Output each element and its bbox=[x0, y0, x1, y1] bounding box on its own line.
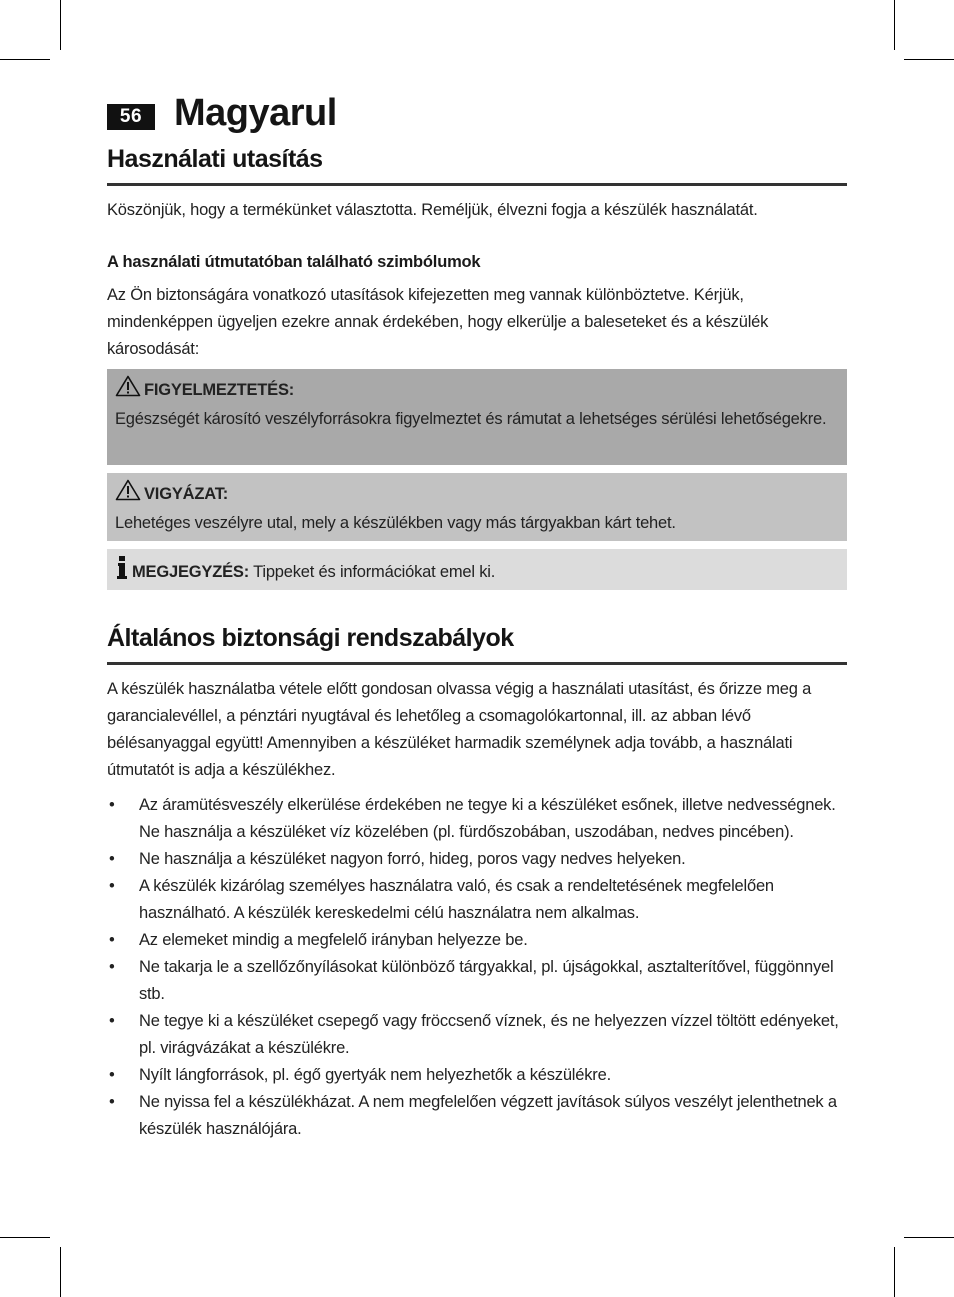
note-text: Tippeket és információkat emel ki. bbox=[253, 563, 496, 581]
bullet: • bbox=[109, 1066, 115, 1084]
crop-mark-bottom-left-v bbox=[60, 1247, 61, 1297]
list-item: • Ne tegye ki a készüléket csepegő vagy fröccsenő víznek, és ne helyezzen vízzel töltött edényeket, pl. virágvázákat a készülékre. bbox=[107, 1008, 847, 1062]
crop-mark-bottom-right-h bbox=[904, 1237, 954, 1238]
section-divider bbox=[107, 183, 847, 186]
crop-mark-top-right-v bbox=[894, 0, 895, 50]
intro-paragraph: Köszönjük, hogy a termékünket választotta. Reméljük, élvezni fogja a készülék használatát. bbox=[107, 201, 758, 219]
symbols-paragraph: Az Ön biztonságára vonatkozó utasítások kifejezetten meg vannak különböztetve. Kérjük, mindenképpen ügyeljen ezekre annak érdekében, hogy elkerülje a baleseteket és a készülék károsodását: bbox=[107, 286, 769, 358]
list-item: • Ne nyissa fel a készülékházat. A nem megfelelően végzett javítások súlyos veszélyt jelenthetnek a készülék használójára. bbox=[107, 1089, 847, 1143]
crop-mark-bottom-left-h bbox=[0, 1237, 50, 1238]
warning-triangle-icon bbox=[115, 375, 141, 406]
bullet: • bbox=[109, 958, 115, 976]
page-number-badge: 56 bbox=[107, 104, 155, 130]
warning-box bbox=[107, 369, 847, 465]
caution-box bbox=[107, 473, 847, 541]
section-divider bbox=[107, 662, 847, 665]
warning-label: FIGYELMEZTETÉS: bbox=[144, 381, 295, 399]
bullet: • bbox=[109, 877, 115, 895]
list-item: • Ne takarja le a szellőzőnyílásokat különböző tárgyakkal, pl. újságokkal, asztalterítővel, függönnyel stb. bbox=[107, 954, 847, 1008]
language-title: Magyarul bbox=[174, 92, 337, 134]
section-title-safety: Általános biztonsági rendszabályok bbox=[107, 624, 514, 652]
safety-intro-paragraph: A készülék használatba vétele előtt gondosan olvassa végig a használati utasítást, és őrizze meg a garancialevéllel, a pénztári nyugtával és lehetőleg a csomagolókartonnal, ill. az abban lévő bélésanyaggal együtt! Amennyiben a készüléket harmadik személynek adja tovább, a használati útmutatót is adja a készülékhez. bbox=[107, 680, 812, 779]
crop-mark-top-right-h bbox=[904, 59, 954, 60]
list-item: • A készülék kizárólag személyes használatra való, és csak a rendeltetésének megfelelően használható. A készülék kereskedelmi célú használatra nem alkalmas. bbox=[107, 873, 847, 927]
list-item: • Az elemeket mindig a megfelelő irányban helyezze be. bbox=[107, 927, 847, 954]
crop-mark-bottom-right-v bbox=[894, 1247, 895, 1297]
crop-mark-top-left-h bbox=[0, 59, 50, 60]
note-box bbox=[107, 549, 847, 590]
info-icon bbox=[115, 556, 129, 589]
bullet: • bbox=[109, 850, 115, 868]
note-label: MEGJEGYZÉS: bbox=[132, 563, 249, 581]
caution-triangle-icon bbox=[115, 479, 141, 510]
bullet: • bbox=[109, 1012, 115, 1030]
bullet: • bbox=[109, 1093, 115, 1111]
caution-text: Lehetéges veszélyre utal, mely a készülékben vagy más tárgyakban kárt tehet. bbox=[115, 514, 676, 532]
bullet: • bbox=[109, 796, 115, 814]
crop-mark-top-left-v bbox=[60, 0, 61, 50]
list-item: • Nyílt lángforrások, pl. égő gyertyák nem helyezhetők a készülékre. bbox=[107, 1062, 847, 1089]
caution-label: VIGYÁZAT: bbox=[144, 485, 229, 503]
list-item: • Az áramütésveszély elkerülése érdekében ne tegye ki a készüléket esőnek, illetve nedvességnek. Ne használja a készüléket víz közelében (pl. fürdőszobában, uszodában, nedves pincében). bbox=[107, 792, 847, 846]
section-title-usage: Használati utasítás bbox=[107, 145, 323, 173]
bullet: • bbox=[109, 931, 115, 949]
safety-list bbox=[107, 792, 847, 1143]
warning-text: Egészségét károsító veszélyforrásokra figyelmeztet és rámutat a lehetséges sérülési lehetőségekre. bbox=[115, 410, 827, 428]
list-item: • Ne használja a készüléket nagyon forró, hideg, poros vagy nedves helyeken. bbox=[107, 846, 847, 873]
symbols-heading: A használati útmutatóban található szimbólumok bbox=[107, 253, 481, 271]
